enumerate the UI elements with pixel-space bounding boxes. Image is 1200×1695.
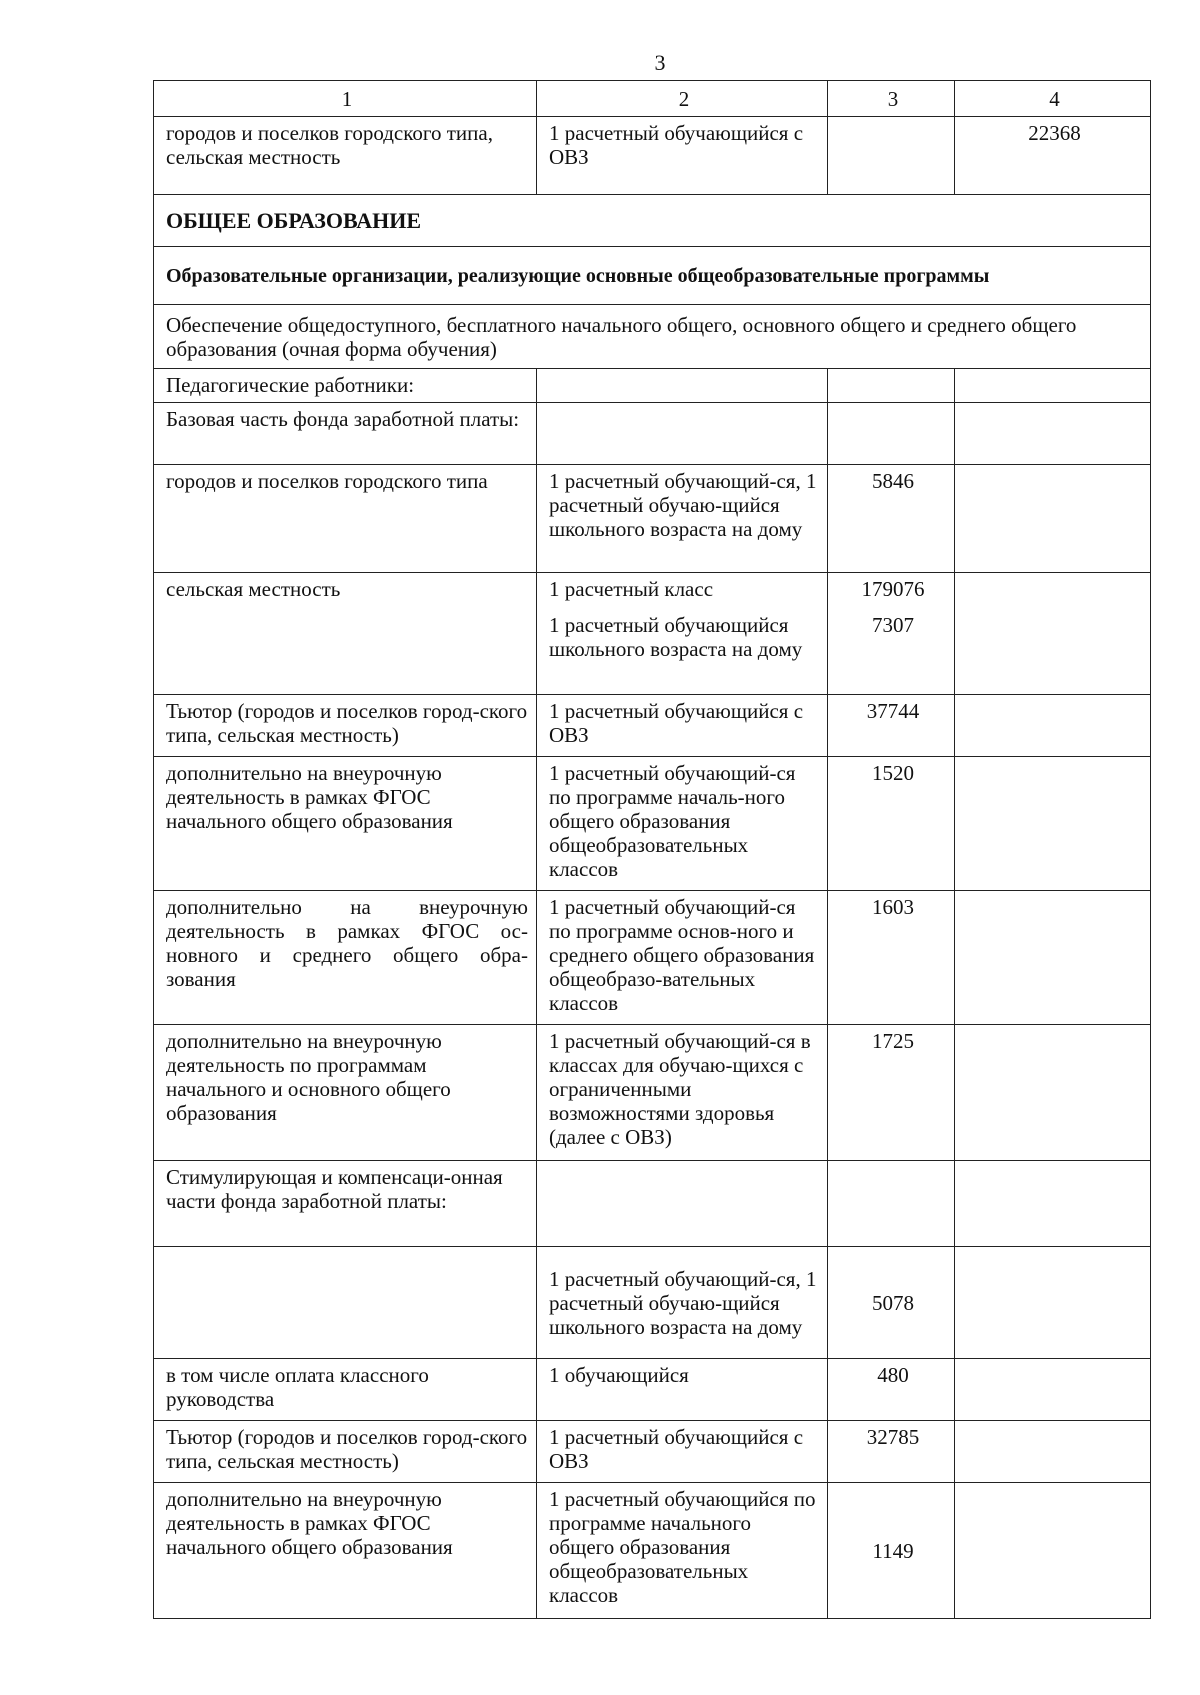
section-title-provision: Обеспечение общедоступного, бесплатного начального общего, основного общего и среднего общего образования (очная форма обучения) [154,305,1151,369]
row-value-col3: 1149 [828,1483,955,1619]
column-header-4: 4 [955,81,1151,117]
table-row [154,1161,1151,1247]
section-row [154,305,1151,369]
table-row [154,891,1151,1025]
row-unit: 1 расчетный обучающий-ся в классах для обучаю-щихся с ограниченными возможностями здоровья (далее с ОВЗ) [537,1025,828,1161]
page-number: 3 [654,50,666,75]
row-value-col4 [955,369,1151,403]
table-row [154,757,1151,891]
row-value-col3 [828,1161,955,1247]
row-unit [537,1161,828,1247]
row-unit [537,573,828,695]
value-class: 179076 [861,577,925,601]
row-unit: 1 расчетный обучающий-ся по программе началь-ного общего образования общеобразовательных классов [537,757,828,891]
row-value-col4: 22368 [955,117,1151,195]
row-label: в том числе оплата классного руководства [154,1359,537,1421]
row-value-col3: 32785 [828,1421,955,1483]
table-row [154,1483,1151,1619]
row-value-col3 [828,369,955,403]
table-row [154,695,1151,757]
column-header-3: 3 [828,81,955,117]
row-label: дополнительно на внеурочную деятельность по программам начального и основного общего образования [154,1025,537,1161]
value-home-student: 7307 [872,613,914,637]
table-row [154,465,1151,573]
row-label: дополнительно на внеурочную деятельность в рамках ФГОС начального общего образования [154,757,537,891]
row-label: Тьютор (городов и поселков город-ского типа, сельская местность) [154,1421,537,1483]
row-value-col3: 37744 [828,695,955,757]
table-row [154,1247,1151,1359]
row-unit: 1 расчетный обучающийся с ОВЗ [537,1421,828,1483]
row-label: городов и поселков городского типа, сельская местность [154,117,537,195]
row-value-col3 [828,117,955,195]
row-value-col4 [955,891,1151,1025]
row-value-col4 [955,1483,1151,1619]
row-value-col4 [955,1247,1151,1359]
salary-norms-table [153,80,1151,1619]
row-value-col4 [955,465,1151,573]
row-value-col3 [828,403,955,465]
row-unit: 1 расчетный обучающий-ся, 1 расчетный обучаю-щийся школьного возраста на дому [537,1247,828,1359]
row-unit: 1 расчетный обучающий-ся, 1 расчетный обучаю-щийся школьного возраста на дому [537,465,828,573]
row-unit: 1 расчетный обучающийся по программе начального общего образования общеобразовательных классов [537,1483,828,1619]
section-title-general: ОБЩЕЕ ОБРАЗОВАНИЕ [154,195,1151,247]
row-value-col3 [828,573,955,695]
column-header-1: 1 [154,81,537,117]
row-label: дополнительно на внеурочную деятельность в рамках ФГОС начального общего образования [154,1483,537,1619]
row-value-col4 [955,1161,1151,1247]
row-label: Стимулирующая и компенсаци-онная части фонда заработной платы: [154,1161,537,1247]
column-header-2: 2 [537,81,828,117]
table-row [154,403,1151,465]
row-label: Тьютор (городов и поселков город-ского типа, сельская местность) [154,695,537,757]
row-unit: 1 расчетный обучающийся с ОВЗ [537,695,828,757]
table-header-row [154,81,1151,117]
row-unit: 1 расчетный обучающийся с ОВЗ [537,117,828,195]
row-label: городов и поселков городского типа [154,465,537,573]
row-value-col3: 1725 [828,1025,955,1161]
row-label [154,1247,537,1359]
row-value-col4 [955,403,1151,465]
row-value-col4 [955,757,1151,891]
table-row [154,117,1151,195]
row-label: дополнительно на внеурочную деятельность в рамках ФГОС ос-новного и среднего общего обра-зования [154,891,537,1025]
row-value-col4 [955,1359,1151,1421]
row-value-col3: 1520 [828,757,955,891]
row-value-col4 [955,1025,1151,1161]
section-title-orgs: Образовательные организации, реализующие основные общеобразовательные программы [154,247,1151,305]
section-row [154,247,1151,305]
section-row [154,195,1151,247]
table-row [154,573,1151,695]
table-row [154,1025,1151,1161]
row-value-col3: 5078 [828,1247,955,1359]
row-unit: 1 обучающийся [537,1359,828,1421]
row-value-col3: 5846 [828,465,955,573]
table-row [154,1359,1151,1421]
unit-home-student: 1 расчетный обучающийся школьного возраста на дому [549,613,803,661]
row-value-col4 [955,1421,1151,1483]
table-row [154,1421,1151,1483]
row-unit [537,369,828,403]
row-label: Базовая часть фонда заработной платы: [154,403,537,465]
table-row [154,369,1151,403]
row-label: сельская местность [154,573,537,695]
row-label: Педагогические работники: [154,369,537,403]
row-unit [537,403,828,465]
row-unit: 1 расчетный обучающий-ся по программе основ-ного и среднего общего образования общеобразо-вательных классов [537,891,828,1025]
row-value-col3: 480 [828,1359,955,1421]
unit-class: 1 расчетный класс [549,577,714,601]
row-value-col4 [955,695,1151,757]
row-value-col3: 1603 [828,891,955,1025]
row-value-col4 [955,573,1151,695]
